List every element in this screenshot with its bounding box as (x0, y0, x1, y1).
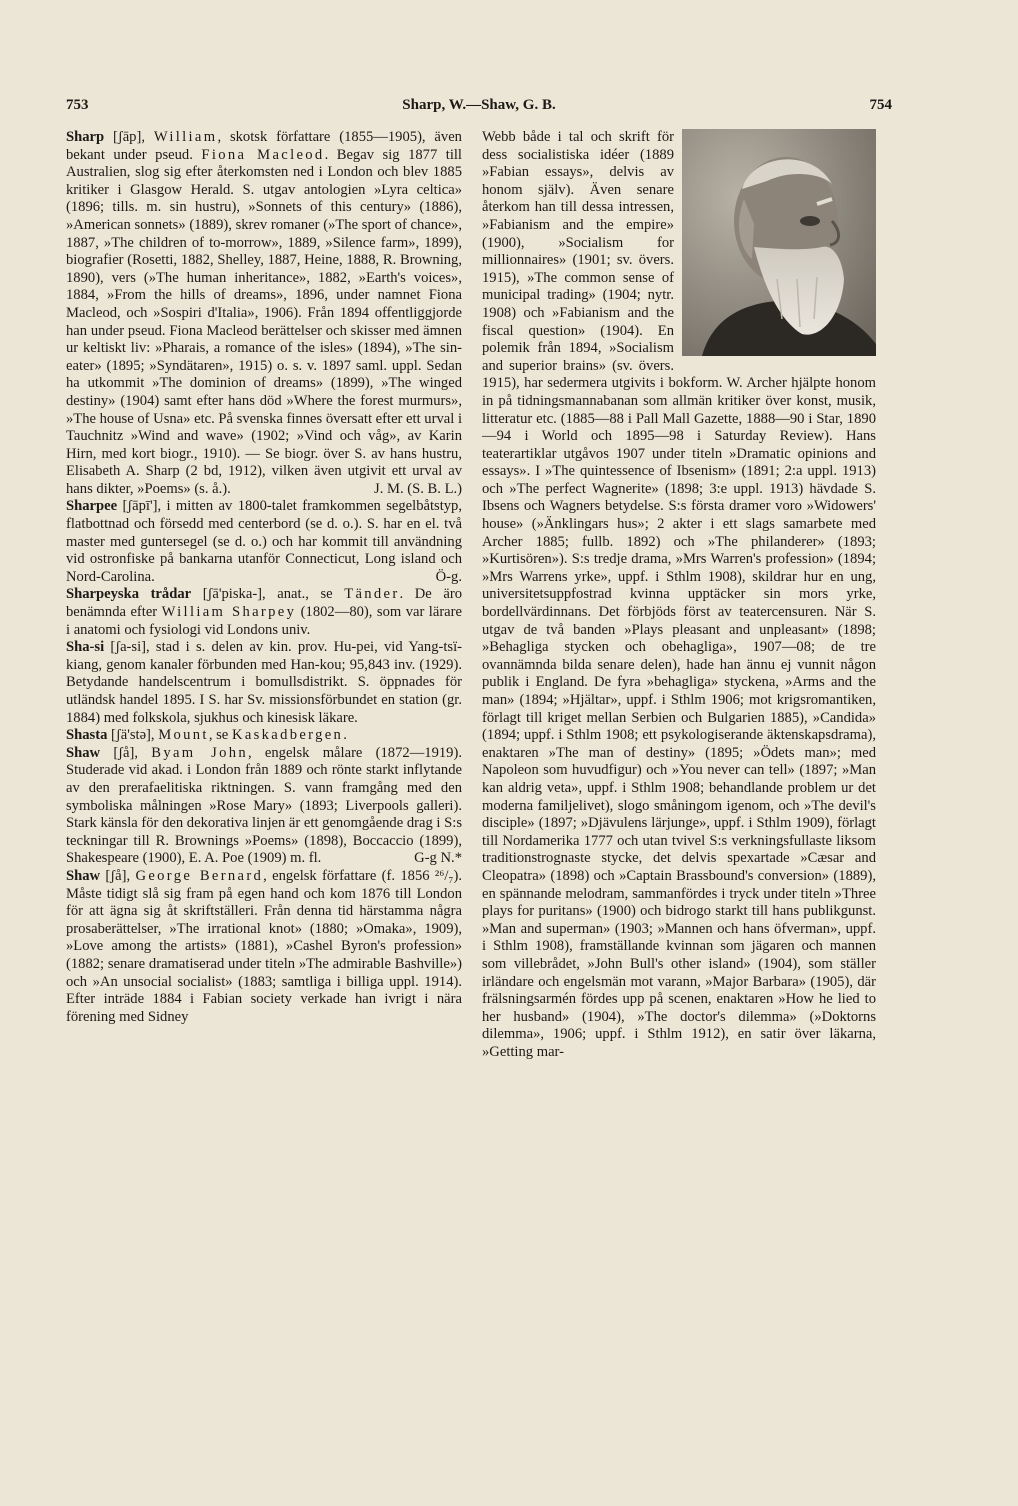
entry-shaw-byam: Shaw [ʃå], Byam John, engelsk målare (1872—1919). Studerade vid akad. i London från 1889 och rönte starkt inflytande av den prerafaelitiska riktningen. S. vann framgång med den symboliska målningen »Rose Mary» (1893; Liverpools galleri). Stark känsla för den dekorativa linjen är ett genomgående drag i S:s teckningar till R. Brownings »Poems» (1898), Boccaccio (1899), Shakespeare (1900), E. A. Poe (1909) m. fl. G-g N.* (66, 744, 462, 867)
entry-headword: Shaw (66, 744, 101, 761)
portrait-image (682, 129, 876, 356)
entry-shaw-continued: Webb både i tal och skrift för dess socialistiska idéer (1889 »Fabian essays», delvis av honom själv). Även senare återkom han till dessa intressen, »Fabianism and the empire» (1900), »Socialism for millionnaires» (1901; sv. övers. 1915), »The common sense of municipal trading» (1904; nytr. 1908) och »Fabianism and the fiscal question» (1904). En polemik från 1894, »Socialism and superior brains» (sv. övers. 1915), har sedermera utgivits i bokform. W. Archer hjälpte honom in på tidningsmannabanan som allmän kritiker över konst, musik, litteratur etc. (1885—88 i Pall Mall Gazette, 1888—90 i Star, 1890—94 i World och 1895—98 i Saturday Review). Hans teaterartiklar utgåvos 1907 under titeln »Dramatic opinions and essays». I »The quintessence of Ibsenism» (1891; 2:a uppl. 1913) och »The perfect Wagnerite» (1898; 3:e uppl. 1913) hävdade S. Ibsens och Wagners betydelse. S:s första dramer voro »Widowers' house» (»Änklingars hus»; 2 akter i ett slags samarbete med Archer 1885; fullb. 1892) och »The philanderer» (1893; »Kurtisören»). S:s tredje drama, »Mrs Warren's profession» (1894; »Mrs Warrens yrke», uppf. i Sthlm 1908), skildrar hur en ung, universitetsuppfostrad kvinna upptäcker sin mors yrke, bordellvärdinnans. Det förbjöds först av teatercensuren. När S. utgav de två banden »Plays pleasant and unpleasant» (1898; »Behagliga stycken och obehagliga», 1907—08; de tre ovannämnda bilda senare delen), hade han ännu ej vunnit någon publik i England. De fyra »behagliga» styckena, »Arms and the man» (1894; »Hjältar», uppf. i Sthlm 1906; mot krigsromantiken, förlagt till kriget mellan Serbien och Bulgarien 1885), »Candida» (1894; uppf. i Sthlm 1908; ett psykologiserande äktenskapsdrama), enaktaren »The man of destiny» (1895; »Ödets man»; med Napoleon som huvudfigur) och »You never can tell» (1897; »Man kan aldrig veta», uppf. i Sthlm 1908; behandlande problem ur det moderna familjelivet), slogo småningom igenom, och »The devil's disciple» (1897; »Djävulens lärjunge», uppf. i Sthlm 1909), förlagt till Nordamerika 1777 och utan tvivel S:s verkningsfullaste liksom traditionstrognaste stycke, det delvis spexartade »Cæsar and Cleopatra» (1898) och »Captain Brassbound's conversion» (1889), en spännande melodram, sammanfördes i tryck under titeln »Three plays for puritans» (1900) och bidrogo starkt till hans publikgunst. »Man and superman» (1903; »Mannen och hans öfverman», uppf. i Sthlm 1908), framställande kvinnan som jägaren och mannen som villebrådet, »John Bull's other island» (1904), som ställer irländare och engelsmän mot varann, »Major Barbara» (1905), där frälsningsarmén fördes upp på scenen, enaktaren »How he lied to her husband» (1904), »The doctor's dilemma» (»Doktorns dilemma», 1906; uppf. i Sthlm 1912), en satir över läkarna, »Getting mar- (482, 129, 876, 1060)
page-header (66, 97, 892, 121)
entry-sharpeyska-tradar: Sharpeyska trådar [ʃā'piska-], anat., se Tänder. De äro benämnda efter William Sharpey (1802—80), som var lärare i anatomi och fysiologi vid Londons univ. (66, 586, 463, 638)
author-signature: J. M. (S. B. L.) (374, 480, 462, 497)
left-column (66, 129, 462, 1026)
portrait-photo (682, 129, 876, 356)
right-column (482, 129, 876, 1061)
entry-headword: Sharpee (66, 498, 118, 515)
entry-headword: Sharp (66, 129, 105, 145)
entry-headword: Sharpeyska trådar (66, 586, 192, 603)
page-number-left: 753 (66, 97, 89, 113)
page-number-right: 754 (869, 97, 892, 113)
running-title: Sharp, W.—Shaw, G. B. (402, 97, 556, 113)
entry-sharpee: Sharpee [ʃāpī'], i mitten av 1800-talet framkommen segelbåtstyp, flatbottnad och försedd med centerbord (se d. o.). S. har en el. två master med guntersegel (se d. o.) och har kommit till användning vid ostronfiske på bankarna utanför Connecticut, Long island och Nord-Carolina. Ö-g. (66, 498, 462, 585)
entry-headword: Sha-si (66, 639, 105, 656)
entry-headword: Shaw (66, 867, 101, 884)
entry-shaw-george-bernard: Shaw [ʃå], George Bernard, engelsk författare (f. 1856 ²⁶/₇). Måste tidigt slå sig fram på egen hand och kom 1876 till London för att ägna sig åt skriftställeri. Från denna tid härstamma några prosaberättelser, »The irrational knot» (1880; »Omaka», 1909), »Love among the artists» (1881), »Cashel Byron's profession» (1882; senare dramatiserad under titeln »The admirable Bashville») och »An unsocial socialist» (1883; samtliga i billiga uppl. 1914). Efter inträde 1884 i Fabian society verkade han ivrigt i nära förening med Sidney (66, 867, 462, 1025)
entry-headword: Shasta (66, 727, 108, 744)
author-signature: G-g N.* (414, 850, 462, 867)
author-signature: Ö-g. (435, 568, 462, 585)
entry-sharp-william: Sharp [ʃāp], William, skotsk författare (1855—1905), även bekant under pseud. Fiona Macleod. Begav sig 1877 till Australien, slog sig efter återkomsten ned i London och blev 1885 kritiker i Glasgow Herald. S. utgav antologien »Lyra celtica» (1896; tills. m. sin hustru), »Sonnets of this century» (1886), »American sonnets» (1889), skrev romaner (»The sport of chance», 1887, »The children of to-morrow», 1889, »Silence farm», 1899), biografier (Rosetti, 1882, Shelley, 1887, Heine, 1888, R. Browning, 1890), vers (»The human inheritance», 1882, »Earth's voices», 1884, »From the hills of dreams», 1896, under namnet Fiona Macleod, och »Sospiri d'Italia», 1906). Från 1894 offentliggjorde han under pseud. Fiona Macleod berättelser och skisser med ämnen ur keltiskt liv: »Pharais, a romance of the isles» (1894), »The sin-eater» (1895; »Syndätaren», 1915) o. s. v. 1897 saml. uppl. Sedan ha utkommit »The dominion of dreams» (1899), »The winged destiny» (1904) samt efter hans död »Where the forest murmurs», »The house of Usna» etc. På svenska finnes översatt efter ett urval i Tauchnitz »Wind and wave» (1902; »Vind och våg», av Karin Hirn, med kort biogr., 1910). — Se biogr. över S. av hans hustru, Elisabeth A. Sharp (2 bd, 1912), vilken även utgivit ett urval av hans dikter, »Poems» (s. å.). J. M. (S. B. L.) (66, 129, 462, 497)
entry-sha-si: Sha-si [ʃa-si], stad i s. delen av kin. prov. Hu-pei, vid Yang-tsï-kiang, genom kanaler förbunden med Han-kou; 95,843 inv. (1929). Betydande handelscentrum i bomullsdistrikt. S. öppnades för utländsk handel 1895. I S. har Sv. missionsförbundet en station (gr. 1884) med folkskola, sjukhus och kinesisk läkare. (66, 639, 462, 726)
entry-shasta: Shasta [ʃä'stə], Mount, se Kaskadbergen. (66, 727, 347, 744)
